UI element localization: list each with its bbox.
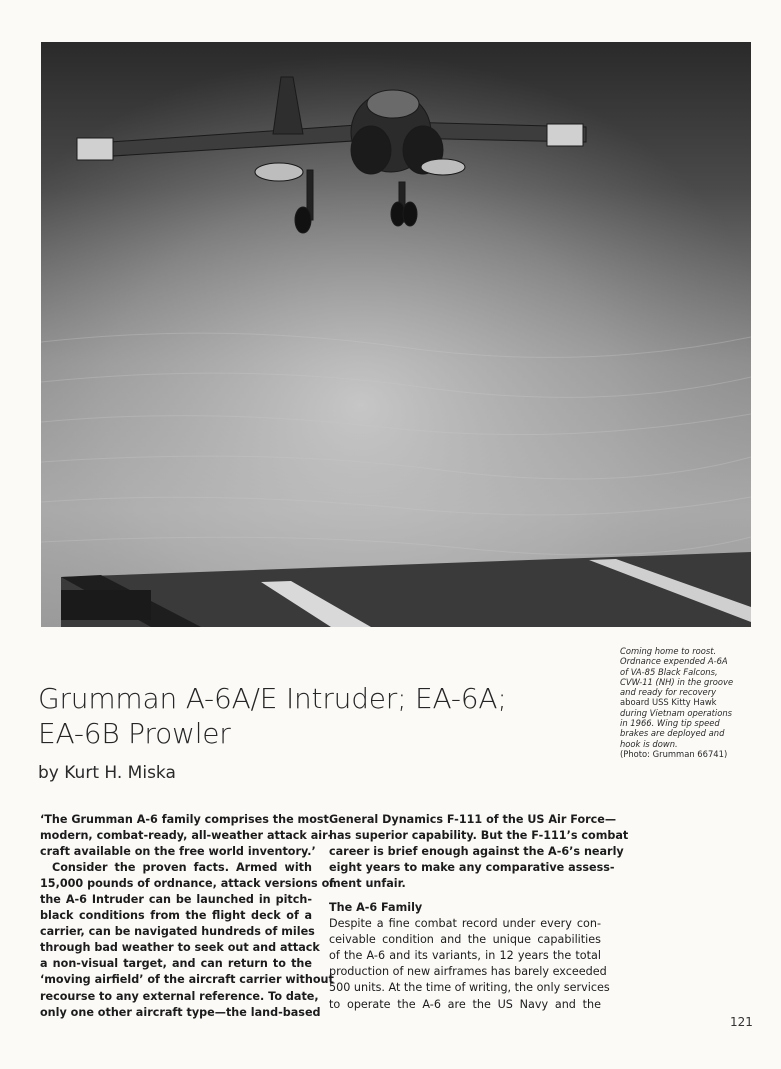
body-line: production of new airframes has barely exceeded [329,965,607,979]
caption-line: (Photo: Grumman 66741) [620,748,728,759]
body-line: through bad weather to seek out and attack [40,941,320,955]
body-line: ‘moving airfield’ of the aircraft carrier without [40,973,334,987]
body-line: Consider the proven facts. Armed with [52,861,312,875]
caption-line: of VA-85 Black Falcons, [620,666,718,677]
caption-line: brakes are deployed and [620,728,725,739]
body-line: recourse to any external reference. To date, [40,989,319,1003]
body-line: ceivable condition and the unique capabilities [329,933,601,947]
body-line: the A-6 Intruder can be launched in pitch- [40,893,312,907]
article-title [38,681,598,751]
body-line: 15,000 pounds of ordnance, attack versions of [40,877,335,891]
byline: by Kurt H. Miska [38,763,176,783]
body-line: black conditions from the flight deck of a [40,909,312,923]
article-column-1 [40,812,335,1021]
caption-line: Coming home to roost. [620,646,717,656]
body-line: Despite a fine combat record under every con- [329,917,601,931]
page-number: 121 [730,1015,753,1029]
body-line: of the A-6 and its variants, in 12 years the total [329,949,601,963]
title-line: EA-6B Prowler [38,717,231,750]
body-line: craft available on the free world inventory.’ [40,845,316,859]
caption-line: and ready for recovery [620,687,717,698]
aircraft-photo [41,42,751,627]
caption-line: Ordnance expended A-6A [620,656,728,667]
caption-line: aboard USS Kitty Hawk [620,697,717,708]
body-line: General Dynamics F-111 of the US Air Force— [329,813,617,826]
body-line: ment unfair. [329,877,406,891]
section-heading: The A-6 Family [329,901,423,915]
caption-line: during Vietnam operations [620,707,733,718]
body-line: to operate the A-6 are the US Navy and the [329,997,601,1011]
aircraft-landing-photo-icon [41,42,751,627]
body-line: eight years to make any comparative assess- [329,861,615,875]
body-line: career is brief enough against the A-6’s nearly [329,845,624,859]
caption-line: CVW-11 (NH) in the groove [620,676,734,687]
photo-caption [620,646,770,759]
body-line: only one other aircraft type—the land-based [40,1005,321,1019]
caption-line: hook is down. [620,738,678,749]
body-line: has superior capability. But the F-111’s combat [329,829,629,843]
body-line: modern, combat-ready, all-weather attack air- [40,829,333,843]
body-line: ‘The Grumman A-6 family comprises the most [40,813,329,826]
caption-line: in 1966. Wing tip speed [620,718,720,729]
title-line: Grumman A-6A/E Intruder; EA-6A; [38,682,507,715]
body-line: a non-visual target, and can return to the [40,957,312,971]
article-column-2 [329,812,629,1013]
body-line: carrier, can be navigated hundreds of miles [40,925,315,939]
body-line: 500 units. At the time of writing, the only services [329,981,610,995]
